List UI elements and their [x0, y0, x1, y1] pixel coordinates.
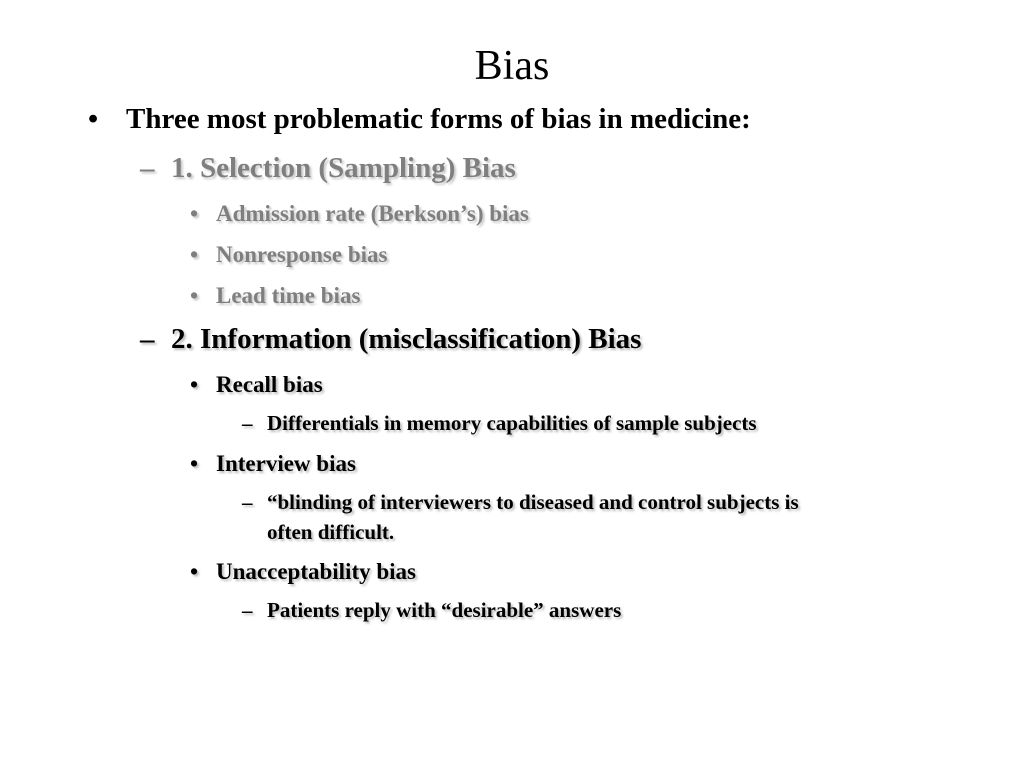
- bullet-marker: •: [190, 201, 199, 226]
- bullet-marker: •: [190, 283, 199, 308]
- intro-bullet: [88, 103, 751, 136]
- interview-bias-detail-line1: “blinding of interviewers to diseased and control subjects is: [267, 490, 799, 514]
- bullet-marker: •: [190, 372, 199, 397]
- list-item: [190, 242, 388, 268]
- bullet-marker: •: [88, 103, 99, 135]
- list-item: [190, 201, 529, 227]
- unacceptability-bias-detail: [242, 598, 622, 623]
- recall-bias-detail-text: Differentials in memory capabilities of sample subjects: [267, 411, 757, 435]
- list-item: [190, 283, 361, 309]
- dash-marker: –: [242, 490, 253, 514]
- selection-bias-label: 1. Selection (Sampling) Bias: [171, 152, 516, 184]
- list-item-label: Lead time bias: [216, 283, 361, 308]
- bullet-marker: •: [190, 242, 199, 267]
- unacceptability-bias-detail-text: Patients reply with “desirable” answers: [267, 598, 622, 622]
- selection-bias-heading: [140, 152, 516, 185]
- dash-marker: –: [242, 598, 253, 622]
- list-item-label: Admission rate (Berkson’s) bias: [216, 201, 529, 226]
- intro-text: Three most problematic forms of bias in medicine:: [126, 103, 751, 135]
- interview-bias-item: [190, 451, 356, 477]
- interview-bias-detail-line2: often difficult.: [267, 520, 395, 544]
- interview-bias-detail: [242, 490, 799, 515]
- unacceptability-bias-label: Unacceptability bias: [216, 559, 416, 584]
- information-bias-heading: [140, 323, 642, 356]
- interview-bias-label: Interview bias: [216, 451, 356, 476]
- information-bias-label: 2. Information (misclassification) Bias: [171, 323, 642, 355]
- list-item-label: Nonresponse bias: [216, 242, 388, 267]
- recall-bias-detail: [242, 411, 757, 436]
- slide-title: Bias: [474, 43, 550, 89]
- unacceptability-bias-item: [190, 559, 416, 585]
- recall-bias-label: Recall bias: [216, 372, 323, 397]
- bullet-marker: •: [190, 451, 199, 476]
- dash-marker: –: [140, 323, 155, 355]
- dash-marker: –: [242, 411, 253, 435]
- bullet-marker: •: [190, 559, 199, 584]
- recall-bias-item: [190, 372, 323, 398]
- dash-marker: –: [140, 152, 155, 184]
